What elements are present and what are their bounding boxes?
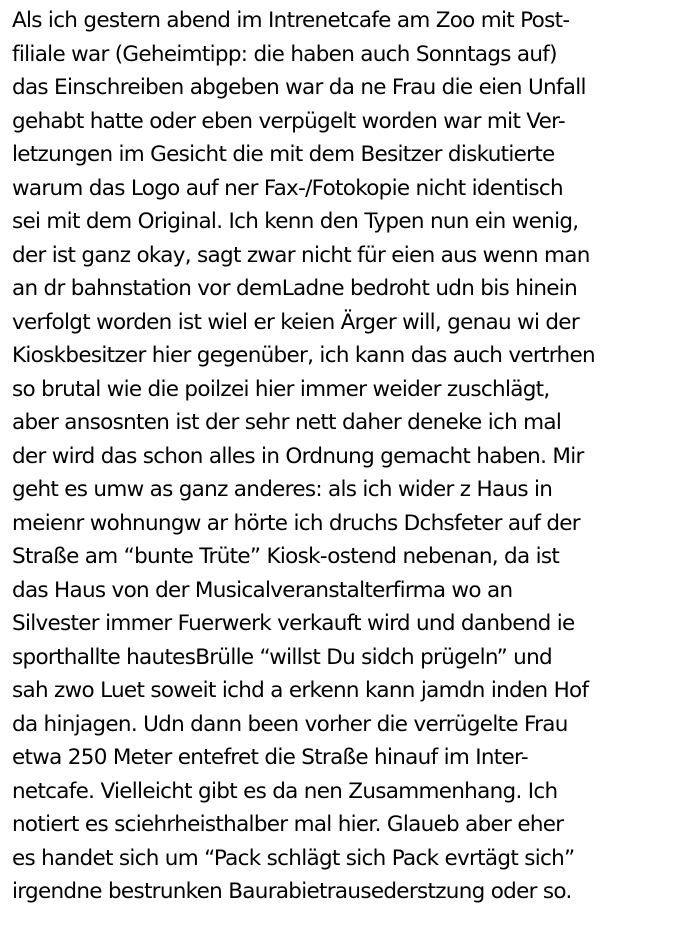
text-line: Silvester immer Fuerwerk verkauft wird und danbend ie: [12, 611, 575, 636]
text-line: da hinjagen. Udn dann been vorher die verrügelte Frau: [12, 711, 568, 737]
text-line: sah zwo Luet soweit ichd a erkenn kann jamdn inden Hof: [12, 678, 589, 703]
text-line: etwa 250 Meter entefret die Straße hinauf im Inter-: [12, 745, 528, 770]
text-line: netcafe. Vielleicht gibt es da nen Zusammenhang. Ich: [12, 778, 558, 804]
text-line: filiale war (Geheimtipp: die haben auch Sonntags auf): [12, 41, 557, 67]
text-line: an dr bahnstation vor demLadne bedroht udn bis hinein: [12, 276, 577, 301]
body-text: [12, 4, 680, 909]
text-line: irgendne bestrunken Baurabietrausederstzung oder so.: [12, 879, 572, 904]
text-line: das Einschreiben abgeben war da ne Frau die eien Unfall: [12, 75, 586, 100]
text-line: geht es umw as ganz anderes: als ich wider z Haus in: [12, 477, 553, 502]
text-line: so brutal wie die poilzei hier immer weider zuschlägt,: [12, 376, 550, 402]
text-line: notiert es sciehrheisthalber mal hier. Glaueb aber eher: [12, 812, 564, 837]
text-line: sei mit dem Original. Ich kenn den Typen nun ein wenig,: [12, 209, 579, 234]
text-line: Als ich gestern abend im Intrenetcafe am Zoo mit Post-: [12, 8, 570, 33]
text-line: sporthallte hautesBrülle “willst Du sidch prügeln” und: [12, 644, 552, 670]
text-line: der wird das schon alles in Ordnung gemacht haben. Mir: [12, 443, 584, 469]
text-line: der ist ganz okay, sagt zwar nicht für eien aus wenn man: [12, 242, 590, 268]
text-line: letzungen im Gesicht die mit dem Besitzer diskutierte: [12, 142, 555, 167]
text-line: verfolgt worden ist wiel er keien Ärger will, genau wi der: [12, 309, 579, 335]
text-line: gehabt hatte oder eben verpügelt worden war mit Ver-: [12, 108, 565, 134]
text-line: das Haus von der Musicalveranstalterfirma wo an: [12, 577, 513, 603]
text-line: meienr wohnungw ar hörte ich druchs Dchsfeter auf der: [12, 510, 580, 536]
text-line: warum das Logo auf ner Fax-/Fotokopie nicht identisch: [12, 175, 563, 201]
text-line: aber ansosnten ist der sehr nett daher deneke ich mal: [12, 410, 562, 435]
text-line: es handet sich um “Pack schlägt sich Pack evrtägt sich”: [12, 845, 575, 871]
text-line: Straße am “bunte Trüte” Kiosk-ostend nebenan, da ist: [12, 544, 560, 569]
text-line: Kioskbesitzer hier gegenüber, ich kann das auch vertrhen: [12, 343, 595, 368]
